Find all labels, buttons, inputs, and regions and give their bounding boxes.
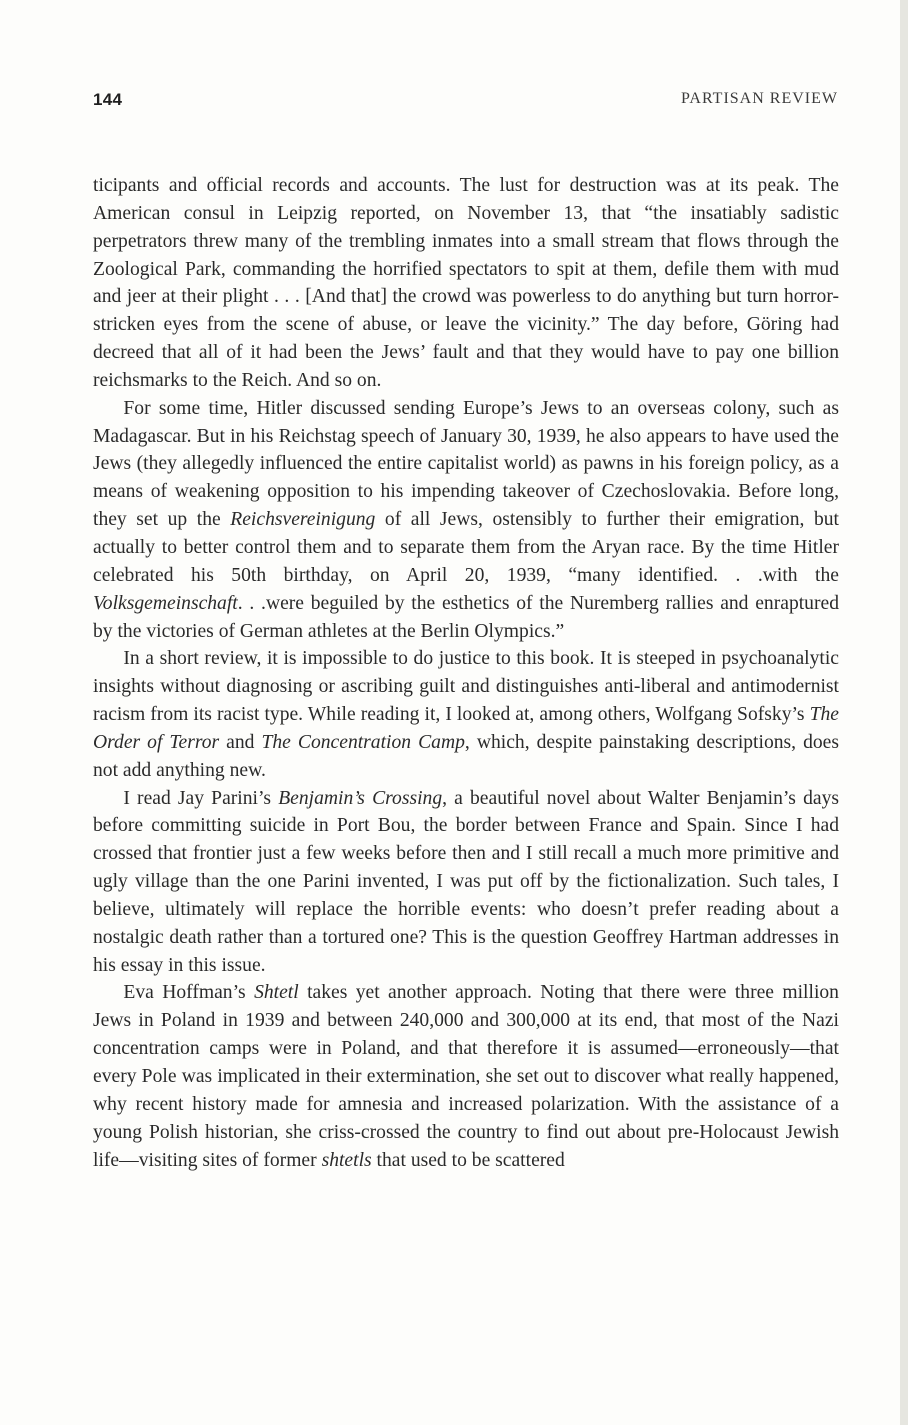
italic-term: shtetls: [321, 1149, 372, 1171]
book-title: The Concentration Camp: [261, 731, 465, 753]
text-segment: In a short review, it is impossible to do justice to this book. It is steeped in psychoanalytic insights without diagnosing or ascribing guilt and distinguishes anti-liberal and antimodernist racism from its racist type. While reading it, I looked at, among others, Wolfgang Sofsky’s: [93, 648, 839, 726]
text-segment: Eva Hoffman’s: [123, 982, 255, 1004]
text-segment: I read Jay Parini’s: [123, 787, 279, 809]
page-edge: [900, 0, 908, 1425]
paragraph-1: [93, 172, 839, 395]
paragraph-3: [93, 645, 839, 784]
body-text: [93, 172, 839, 1174]
text-segment: , a beautiful novel about Walter Benjamin’s days before committing suicide in Port Bou, the border between France and Spain. Since I had crossed that frontier just a few weeks before then and I still recall a much more primitive and ugly village than the one Parini invented, I was put off by the fictionalization. Such tales, I believe, ultimately will replace the horrible events: who doesn’t prefer reading about a nostalgic death rather than a tortured one? This is the question Geoffrey Hartman addresses in his essay in this issue.: [93, 787, 839, 976]
text-segment: and: [219, 731, 262, 753]
italic-term: Reichsvereinigung: [230, 509, 376, 531]
text-segment: . . .were beguiled by the esthetics of the Nuremberg rallies and enraptured by the victories of German athletes at the Berlin Olympics.”: [93, 592, 839, 642]
text-segment: takes yet another approach. Noting that there were three million Jews in Poland in 1939 and between 240,000 and 300,000 at its end, that most of the Nazi concentration camps were in Poland, and that therefore it is assumed—erroneously—that every Pole was implicated in their extermination, she set out to discover what really happened, why recent history made for amnesia and increased polarization. With the assistance of a young Polish historian, she criss-crossed the country to find out about pre-Holocaust Jewish life—visiting sites of former: [93, 982, 839, 1171]
text-segment: that used to be scattered: [371, 1149, 565, 1171]
book-title: Shtetl: [254, 982, 299, 1004]
italic-term: Volksgemeinschaft: [93, 592, 238, 614]
book-title: The Order of Terror: [93, 704, 839, 753]
paragraph-2: [93, 395, 839, 646]
text-segment: of all Jews, ostensibly to further their emigration, but actually to better control them and to separate them from the Aryan race. By the time Hitler celebrated his 50th birthday, on April 20, 1939, “many identified. . .with the: [93, 509, 840, 586]
running-head: PARTISAN REVIEW: [680, 90, 838, 107]
paragraph-4: [93, 785, 839, 980]
text-segment: , which, despite painstaking descriptions, does not add anything new.: [93, 731, 839, 781]
text-segment: For some time, Hitler discussed sending Europe’s Jews to an overseas colony, such as Madagascar. But in his Reichstag speech of January 30, 1939, he also appears to have used the Jews (they allegedly influenced the entire capitalist world) as pawns in his foreign policy, as a means of weakening opposition to his impending takeover of Czechoslovakia. Before long, they set up the: [93, 397, 839, 531]
page-header: [93, 90, 838, 116]
paragraph-5: [93, 979, 839, 1174]
text-segment: ticipants and official records and accounts. The lust for destruction was at its peak. The American consul in Leipzig reported, on November 13, that “the insatiably sadistic perpetrators threw many of the trembling inmates into a small stream that flows through the Zoological Park, commanding the horrified spectators to spit at them, defile them with mud and jeer at their plight . . . [And that] the crowd was powerless to do anything but turn horror-stricken eyes from the scene of abuse, or leave the vicinity.” The day before, Göring had decreed that all of it had been the Jews’ fault and that they would have to pay one billion reichsmarks to the Reich. And so on.: [93, 175, 839, 391]
book-title: Benjamin’s Crossing: [278, 787, 443, 809]
page-number: 144: [93, 90, 123, 109]
